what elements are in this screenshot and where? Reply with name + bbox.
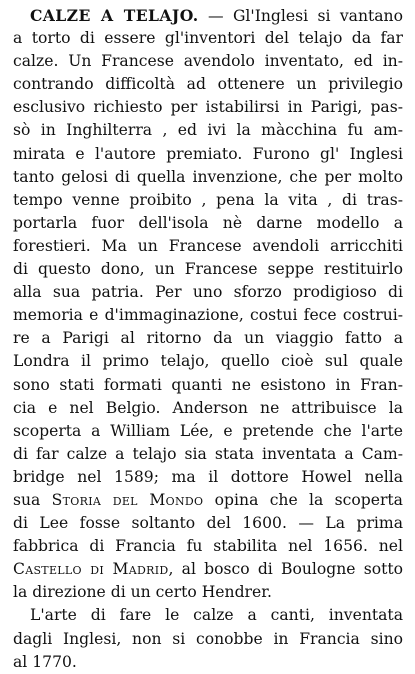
article — [13, 4, 403, 674]
text-line: bridge nel 1589; ma il dottore Howel nella — [13, 467, 403, 486]
text-line: L'arte di fare le calze a canti, inventata — [30, 606, 403, 625]
text-line: Londra il primo telajo, quello cioè sul quale — [13, 352, 403, 371]
text-line: contrando difficoltà ad ottenere un privilegio — [13, 75, 403, 94]
book-title: Storia del Mondo — [51, 490, 204, 509]
text-line: tempo venne proibito , pena la vita , di tras- — [13, 190, 403, 209]
text-line: cia e nel Belgio. Anderson ne attribuisce la — [13, 398, 403, 417]
text-line: al 1770. — [13, 652, 77, 671]
text-line: forestieri. Ma un Francese avendoli arricchiti — [13, 236, 403, 255]
text-line — [13, 489, 403, 512]
text-line: re a Parigi al ritorno da un viaggio fatto a — [13, 329, 403, 348]
place-name: Castello di Madrid — [13, 560, 169, 579]
text-fragment: , al bosco di Boulogne sotto — [168, 560, 404, 579]
text-line — [13, 558, 403, 581]
text-fragment: opina che la scoperta — [203, 490, 403, 509]
article-heading: CALZE A TELAJO. — [30, 6, 199, 25]
text-line: di far calze a telajo sia stata inventata a Cam- — [13, 444, 403, 463]
text-line: memoria e d'immaginazione, costui fece costrui- — [13, 306, 403, 325]
text-line: alla sua patria. Per uno sforzo prodigioso di — [13, 283, 403, 302]
text-fragment: sua — [13, 490, 52, 509]
text-line: mirata e l'autore premiato. Furono gl' Inglesi — [13, 144, 403, 163]
text-fragment: — Gl'Inglesi si vantano — [198, 7, 403, 25]
text-line: scoperta a William Lée, e pretende che l'arte — [13, 421, 403, 440]
text-line: esclusivo richiesto per istabilirsi in Parigi, pas- — [13, 98, 403, 117]
text-line: tanto gelosi di quella invenzione, che per molto — [13, 167, 403, 186]
paragraph-2 — [13, 604, 403, 673]
text-line: sò in Inghilterra , ed ivi la màcchina fu am- — [13, 121, 403, 140]
text-line: di questo dono, un Francese seppe restituirlo — [13, 260, 403, 279]
text-line — [13, 4, 403, 27]
text-line: calze. Un Francese avendolo inventato, ed in- — [13, 52, 403, 71]
text-line: la direzione di un certo Hendrer. — [13, 583, 272, 602]
text-line: di Lee fosse soltanto del 1600. — La prima — [13, 514, 403, 533]
text-line: sono stati formati quanti ne esistono in Fran- — [13, 375, 403, 394]
text-line: portarla fuor dell'isola nè darne modello a — [13, 213, 403, 232]
text-line: fabbrica di Francia fu stabilita nel 1656. nel — [13, 537, 403, 556]
paragraph-1 — [13, 4, 403, 604]
text-line: a torto di essere gl'inventori del telajo da far — [13, 29, 403, 48]
text-line: dagli Inglesi, non si conobbe in Francia sino — [13, 629, 403, 648]
